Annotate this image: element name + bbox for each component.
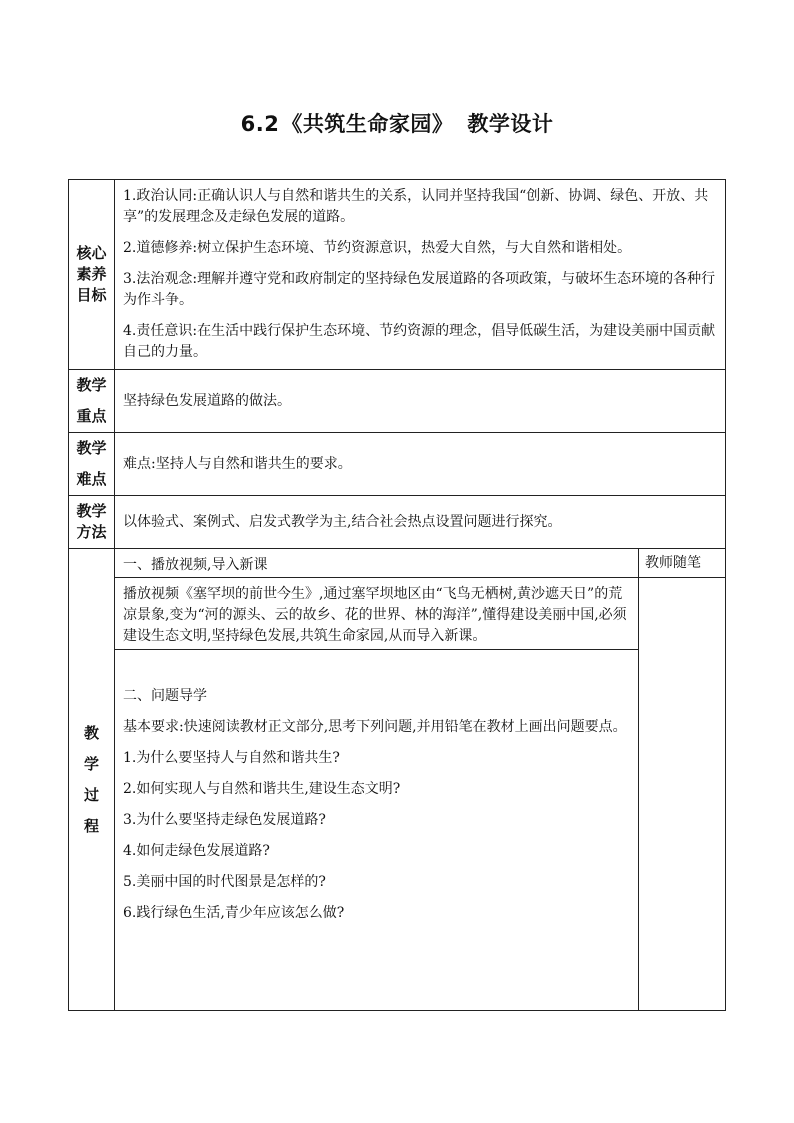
- label-line: 重点: [76, 407, 107, 425]
- document-title: [0, 108, 794, 138]
- label-line: 方法: [76, 523, 107, 541]
- goal-item: 1.政治认同:正确认识人与自然和谐共生的关系，认同并坚持我国“创新、协调、绿色、开放、共享”的发展理念及走绿色发展的道路。: [123, 188, 709, 225]
- goal-item: 4.责任意识:在生活中践行保护生态环境、节约资源的理念，倡导低碳生活，为建设美丽中国贡献自己的力量。: [123, 323, 716, 360]
- question-item: 5.美丽中国的时代图景是怎样的?: [123, 874, 326, 890]
- core-goals-content: [115, 180, 726, 370]
- row-process: [69, 549, 726, 1011]
- label-line: 难点: [76, 470, 107, 488]
- question-item: 3.为什么要坚持走绿色发展道路?: [123, 812, 326, 828]
- label-line: 核心: [76, 244, 107, 262]
- difficulty-text: 难点:坚持人与自然和谐共生的要求。: [123, 455, 352, 472]
- row-core-goals: [69, 180, 726, 370]
- title-code: 6.2: [240, 112, 280, 136]
- method-text: 以体验式、案例式、启发式教学为主,结合社会热点设置问题进行探究。: [123, 513, 562, 530]
- title-suffix: 教学设计: [467, 112, 554, 136]
- question-item: 6.践行绿色生活,青少年应该怎么做?: [123, 905, 345, 921]
- lesson-plan-table: [68, 179, 726, 1011]
- goal-item: 2.道德修养:树立保护生态环境、节约资源意识，热爱大自然，与大自然和谐相处。: [123, 240, 632, 256]
- process-part-2: [115, 650, 638, 962]
- label-key-point: [69, 370, 115, 433]
- label-line: 过: [83, 785, 99, 804]
- label-line: 素养: [76, 265, 107, 283]
- method-content: [115, 496, 726, 549]
- label-line: 教学: [76, 376, 107, 394]
- process-content: [115, 549, 639, 1011]
- key-point-content: [115, 370, 726, 433]
- label-line: 学: [83, 754, 99, 773]
- difficulty-content: [115, 433, 726, 496]
- process-part-1: [115, 549, 638, 650]
- teacher-notes-header: 教师随笔: [639, 549, 725, 578]
- question-item: 4.如何走绿色发展道路?: [123, 843, 270, 859]
- part2-requirement: 基本要求:快速阅读教材正文部分,思考下列问题,并用铅笔在教材上画出问题要点。: [123, 719, 627, 735]
- part1-heading: 一、播放视频,导入新课: [115, 549, 638, 578]
- label-line: 教学: [76, 439, 107, 457]
- title-main: 《共筑生命家园》: [281, 112, 454, 136]
- label-method: [69, 496, 115, 549]
- label-line: 教: [83, 723, 99, 742]
- label-process: [69, 549, 115, 1011]
- question-item: 2.如何实现人与自然和谐共生,建设生态文明?: [123, 781, 401, 797]
- question-item: 1.为什么要坚持人与自然和谐共生?: [123, 750, 340, 766]
- label-line: 目标: [76, 286, 107, 304]
- label-core-goals: [69, 180, 115, 370]
- row-key-point: [69, 370, 726, 433]
- row-difficulty: [69, 433, 726, 496]
- label-difficulty: [69, 433, 115, 496]
- label-line: 教学: [76, 502, 107, 520]
- key-point-text: 坚持绿色发展道路的做法。: [123, 392, 291, 409]
- part1-text: 播放视频《塞罕坝的前世今生》,通过塞罕坝地区由“飞鸟无栖树,黄沙遮天日”的荒凉景象,变为“河的源头、云的故乡、花的世界、林的海洋”,懂得建设美丽中国,必须建设生态文明,坚持绿色发展,共筑生命家园,从而导入新课。: [123, 586, 627, 644]
- teacher-notes-column: [639, 549, 726, 1011]
- row-method: [69, 496, 726, 549]
- goal-item: 3.法治观念:理解并遵守党和政府制定的坚持绿色发展道路的各项政策，与破坏生态环境的各种行为作斗争。: [123, 271, 716, 308]
- label-line: 程: [83, 816, 99, 835]
- part2-heading: 二、问题导学: [123, 688, 207, 704]
